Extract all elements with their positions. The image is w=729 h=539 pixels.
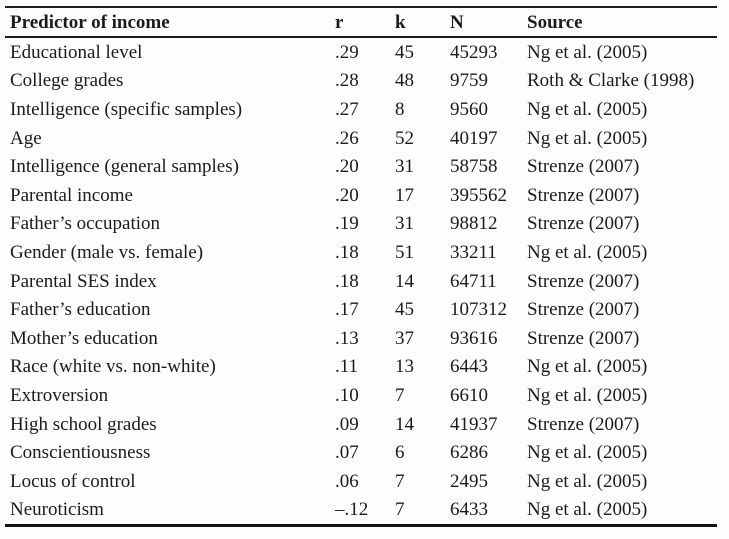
cell-predictor: Age — [10, 127, 42, 149]
header-predictor-of-income: Predictor of income — [5, 7, 330, 37]
cell-k: 14 — [395, 413, 414, 435]
table-row — [5, 381, 717, 410]
cell-r: .28 — [335, 70, 359, 92]
cell-source: Strenze (2007) — [527, 156, 640, 178]
cell-predictor: Parental income — [10, 184, 133, 206]
cell-predictor: High school grades — [10, 413, 157, 435]
table-row — [5, 353, 717, 382]
table-row — [5, 467, 717, 496]
cell-predictor: College grades — [10, 70, 124, 92]
header-source: Source — [522, 7, 717, 37]
cell-predictor: Mother’s education — [10, 327, 158, 349]
cell-predictor: Race (white vs. non-white) — [10, 356, 216, 378]
cell-source: Ng et al. (2005) — [527, 98, 648, 120]
cell-n: 45293 — [450, 41, 498, 63]
table-row — [5, 210, 717, 239]
cell-predictor: Conscientiousness — [10, 442, 151, 464]
table-header — [5, 7, 717, 37]
cell-source: Ng et al. (2005) — [527, 127, 648, 149]
cell-source: Roth & Clarke (1998) — [527, 70, 695, 92]
cell-n: 9560 — [450, 98, 488, 120]
table-row — [5, 95, 717, 124]
cell-predictor: Intelligence (specific samples) — [10, 98, 243, 120]
cell-r: .20 — [335, 184, 359, 206]
cell-k: 13 — [395, 356, 414, 378]
cell-k: 45 — [395, 41, 414, 63]
cell-n: 9759 — [450, 70, 488, 92]
header-k: k — [390, 7, 445, 37]
cell-r: .11 — [335, 356, 359, 378]
table-row — [5, 181, 717, 210]
table-row — [5, 124, 717, 153]
cell-source: Ng et al. (2005) — [527, 384, 648, 406]
cell-predictor: Locus of control — [10, 470, 136, 492]
cell-r: .10 — [335, 384, 359, 406]
cell-n: 6443 — [450, 356, 488, 378]
table-row — [5, 295, 717, 324]
cell-source: Ng et al. (2005) — [527, 470, 648, 492]
cell-predictor: Extroversion — [10, 384, 109, 406]
cell-source: Strenze (2007) — [527, 184, 640, 206]
cell-source: Ng et al. (2005) — [527, 356, 648, 378]
cell-n: 33211 — [450, 241, 497, 263]
cell-r: .26 — [335, 127, 359, 149]
cell-r: .13 — [335, 327, 359, 349]
cell-k: 7 — [395, 384, 405, 406]
cell-n: 41937 — [450, 413, 498, 435]
table-row — [5, 438, 717, 467]
cell-n: 98812 — [450, 213, 498, 235]
cell-n: 40197 — [450, 127, 498, 149]
cell-k: 17 — [395, 184, 414, 206]
cell-k: 6 — [395, 442, 405, 464]
cell-predictor: Parental SES index — [10, 270, 157, 292]
cell-k: 37 — [395, 327, 414, 349]
cell-r: –.12 — [335, 499, 369, 521]
cell-r: .07 — [335, 442, 359, 464]
cell-r: .27 — [335, 98, 359, 120]
cell-r: .06 — [335, 470, 359, 492]
cell-k: 45 — [395, 299, 414, 321]
table-row — [5, 496, 717, 526]
cell-n: 64711 — [450, 270, 497, 292]
header-n: N — [445, 7, 522, 37]
cell-k: 14 — [395, 270, 414, 292]
table-row — [5, 267, 717, 296]
income-predictors-table — [5, 6, 717, 527]
cell-source: Strenze (2007) — [527, 413, 640, 435]
table-body — [5, 37, 717, 526]
cell-n: 6433 — [450, 499, 488, 521]
table-row — [5, 67, 717, 96]
cell-n: 2495 — [450, 470, 488, 492]
header-row — [5, 7, 717, 37]
cell-predictor: Educational level — [10, 41, 143, 63]
cell-source: Strenze (2007) — [527, 327, 640, 349]
cell-r: .17 — [335, 299, 359, 321]
cell-r: .09 — [335, 413, 359, 435]
cell-source: Ng et al. (2005) — [527, 41, 648, 63]
table-row — [5, 152, 717, 181]
cell-k: 7 — [395, 470, 405, 492]
header-r: r — [330, 7, 390, 37]
cell-k: 31 — [395, 213, 414, 235]
cell-k: 48 — [395, 70, 414, 92]
cell-predictor: Father’s education — [10, 299, 151, 321]
cell-n: 395562 — [450, 184, 507, 206]
cell-predictor: Neuroticism — [10, 499, 104, 521]
table-row — [5, 410, 717, 439]
cell-source: Strenze (2007) — [527, 213, 640, 235]
cell-r: .29 — [335, 41, 359, 63]
cell-n: 58758 — [450, 156, 498, 178]
cell-r: .20 — [335, 156, 359, 178]
cell-predictor: Gender (male vs. female) — [10, 241, 204, 263]
cell-r: .19 — [335, 213, 359, 235]
cell-source: Strenze (2007) — [527, 299, 640, 321]
cell-source: Ng et al. (2005) — [527, 499, 648, 521]
cell-r: .18 — [335, 241, 359, 263]
cell-predictor: Father’s occupation — [10, 213, 161, 235]
table-row — [5, 324, 717, 353]
table-row — [5, 37, 717, 67]
cell-source: Strenze (2007) — [527, 270, 640, 292]
cell-predictor: Intelligence (general samples) — [10, 156, 239, 178]
cell-k: 7 — [395, 499, 405, 521]
table-row — [5, 238, 717, 267]
cell-n: 6610 — [450, 384, 488, 406]
cell-k: 31 — [395, 156, 414, 178]
cell-r: .18 — [335, 270, 359, 292]
cell-n: 93616 — [450, 327, 498, 349]
cell-n: 107312 — [450, 299, 507, 321]
cell-source: Ng et al. (2005) — [527, 241, 648, 263]
cell-source: Ng et al. (2005) — [527, 442, 648, 464]
cell-n: 6286 — [450, 442, 488, 464]
cell-k: 52 — [395, 127, 414, 149]
cell-k: 51 — [395, 241, 414, 263]
cell-k: 8 — [395, 98, 405, 120]
